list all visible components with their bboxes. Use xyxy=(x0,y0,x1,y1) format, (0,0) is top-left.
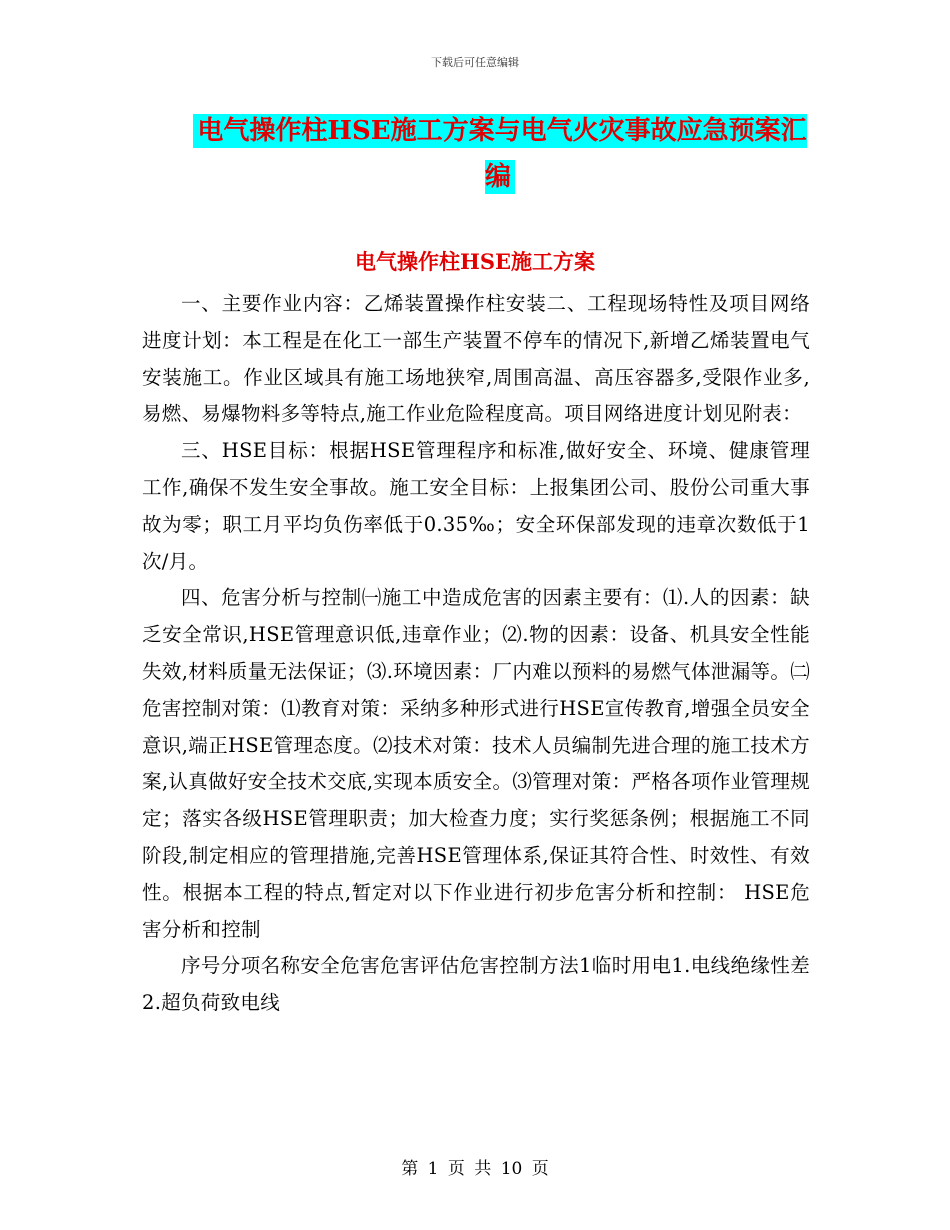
page-number: 第 1 页 共 10 页 xyxy=(401,1159,549,1179)
document-title xyxy=(190,108,810,200)
paragraph-hazard-analysis: 四、危害分析与控制㈠施工中造成危害的因素主要有：⑴.人的因素：缺乏安全常识,HSE管理意识低,违章作业；⑵.物的因素：设备、机具安全性能失效,材料质量无法保证；⑶.环境因素：厂内难以预料的易燃气体泄漏等。㈡危害控制对策：⑴教育对策：采纳多种形式进行HSE宣传教育,增强全员安全意识,端正HSE管理态度。⑵技术对策：技术人员编制先进合理的施工技术方案,认真做好安全技术交底,实现本质安全。⑶管理对策：严格各项作业管理规定；落实各级HSE管理职责；加大检查力度；实行奖惩条例；根据施工不同阶段,制定相应的管理措施,完善HSE管理体系,保证其符合性、时效性、有效性。根据本工程的特点,暂定对以下作业进行初步危害分析和控制： HSE危害分析和控制 xyxy=(142,586,810,941)
paragraph-work-content: 一、主要作业内容：乙烯装置操作柱安装二、工程现场特性及项目网络进度计划：本工程是在化工一部生产装置不停车的情况下,新增乙烯装置电气安装施工。作业区域具有施工场地狭窄,周围高温、高压容器多,受限作业多,易燃、易爆物料多等特点,施工作业危险程度高。项目网络进度计划见附表： xyxy=(142,292,810,426)
document-body xyxy=(142,286,810,1022)
header-note: 下载后可任意编辑 xyxy=(431,56,519,69)
paragraph-hse-goal: 三、HSE目标：根据HSE管理程序和标准,做好安全、环境、健康管理工作,确保不发生安全事故。施工安全目标：上报集团公司、股份公司重大事故为零；职工月平均负伤率低于0.35‰；安全环保部发现的违章次数低于1次/月。 xyxy=(142,439,810,573)
document-title-text: 电气操作柱HSE施工方案与电气火灾事故应急预案汇编 xyxy=(193,114,806,194)
section-title: 电气操作柱HSE施工方案 xyxy=(354,249,595,274)
paragraph-hazard-table: 序号分项名称安全危害危害评估危害控制方法1临时用电1.电线绝缘性差2.超负荷致电线 xyxy=(142,954,810,1015)
